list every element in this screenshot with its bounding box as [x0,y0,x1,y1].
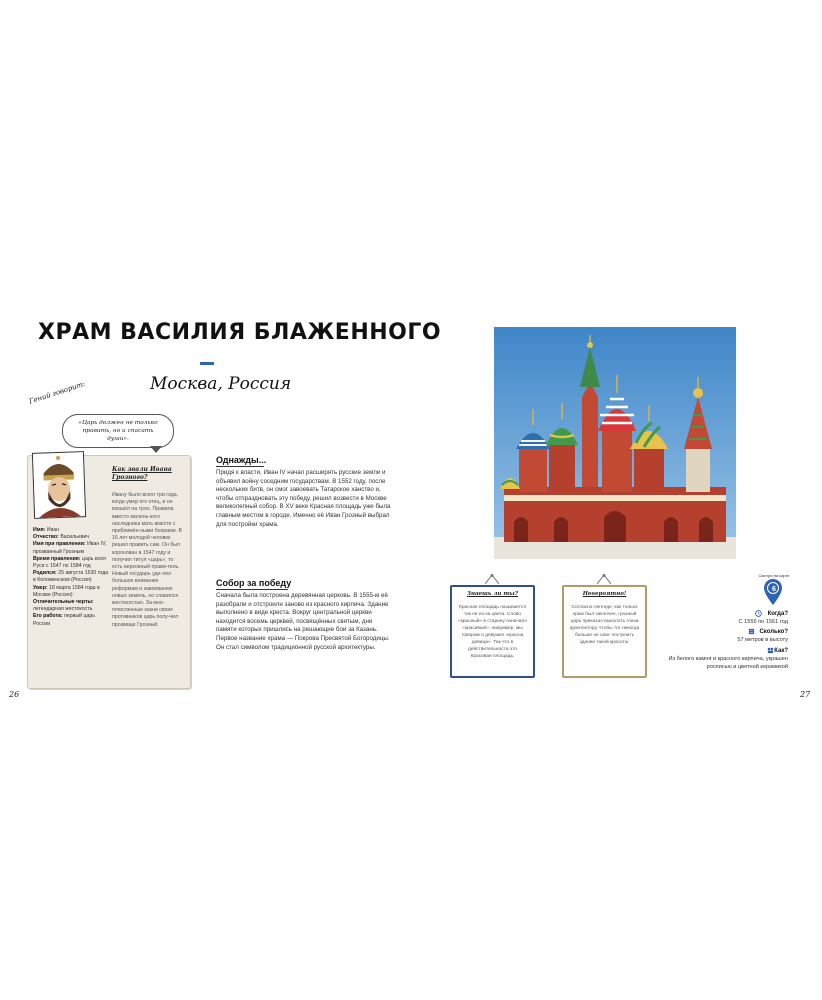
bio-row-work: Его работа: первый царь России [33,613,95,627]
map-pin-label: Смотри на карте [758,573,790,578]
fact-when-answer: С 1555 по 1561 год [738,619,788,625]
title-divider [200,362,214,365]
frame-hanger [597,574,611,584]
frame-text: Согласно легенде, как только храм был закончен, грозный царь приказал выколоть глаза архитектору, чтобы тот никогда больше не смог построить здание такой красоты. [569,605,640,645]
bio-row-patronymic: Отчество: Васильевич [33,534,90,541]
quote-tag: Гений говорит: [28,379,87,406]
bubble-tail [150,446,162,453]
section-text-victory: Сначала была построена деревянная церковь. В 1555-м её разобрали и отстроили заново из красного кирпича. Здание выполнено в виде креста. Вокруг центральной церкви находится восемь церквей, посвящённых святым, дни памяти которых пришлись на решающие бои за Казань. Первое название храма — Покрова Пресвятой Богородицы. Он стал символом традиционной русской архитектуры. [216,592,390,651]
bio-row-reign-time: Время правления: царь всея Руси с 1547 по 1584 год [33,555,106,570]
bio-row-died: Умер: 18 марта 1584 года в Москве (Россия) [33,584,100,598]
fact-height-question: Сколько? [759,629,788,635]
frame-title: Знаешь ли ты? [467,591,518,597]
fact-how-answer: Из белого камня и красного кирпича, украшен росписью и цветной керамикой [668,656,788,670]
cathedral-photo [494,327,736,559]
bio-question: Как звали Ивана Грозного? [112,466,172,481]
frame-text: Красная площадь называется так не из-за цвета. Слово «красный» в старину означало «красивый», например, мы говорим о девушке «красна девица». Так что в действительности это Красивая площадь. [458,605,527,659]
incredible-frame [562,585,647,678]
bio-row-reign-name: Имя при правлении: Иван IV, прозванный Грозным [33,541,107,555]
tsar-portrait-illustration [33,452,85,518]
section-heading-once: Однажды... [216,455,267,465]
fact-how-question: Как? [774,648,788,654]
bio-row-name: Имя: Иван [33,527,59,533]
bio-story: Ивану было всего три года, когда умер его отец, и он взошёл на трон. Правила вместо малень-кого наследника мать вместе с приближён-ными боярами. В 16 лет молодой человек решил править сам. Он был коронован в 1547 году и получил титул «царь», то есть верховный прави-тель. Новый государь уде-лял большое внимание реформам и завоеванию новых земель, но славился жестокостью. За мно-гочисленные казни своих противников царь полу-чил прозвище Грозный. [112,492,182,628]
frame-title: Невероятно! [582,591,627,597]
location-subtitle: Москва, Россия [150,374,292,394]
section-underline [216,466,264,467]
fact-height-answer: 57 метров в высоту [737,637,788,643]
bio-row-traits: Отличительные черты: легендарная жестокость [33,599,94,613]
map-pin-number: 6 [772,586,776,593]
section-underline [216,589,288,590]
quote-text: «Царь должен не только править, но и спасать души». [78,420,158,442]
bio-row-born: Родился: 25 августа 1530 года в Коломенском (Россия) [33,570,109,584]
page-number-right: 27 [800,690,811,699]
bio-facts [33,527,111,628]
quote-bubble [62,414,174,448]
section-text-once: Придя к власти, Иван IV начал расширять русские земли и объявил войну соседним государствам. В 1552 году, после нескольких битв, он смог завоевать Татарское ханство и, чтобы отпраздновать эту победу, решил возвести в Москве великолепный собор. В XV веке Красная площадь уже была главным местом в городе. Именно её Иван Грозный выбрал для постройки храма. [216,469,391,528]
cathedral-illustration [494,327,736,559]
page-number-left: 26 [9,690,20,699]
did-you-know-frame [450,585,535,678]
frame-hanger [485,574,499,584]
page-title: ХРАМ ВАСИЛИЯ БЛАЖЕННОГО [38,320,442,345]
tsar-portrait [32,451,86,519]
fact-when-question: Когда? [767,611,788,617]
section-heading-victory: Собор за победу [216,578,292,588]
